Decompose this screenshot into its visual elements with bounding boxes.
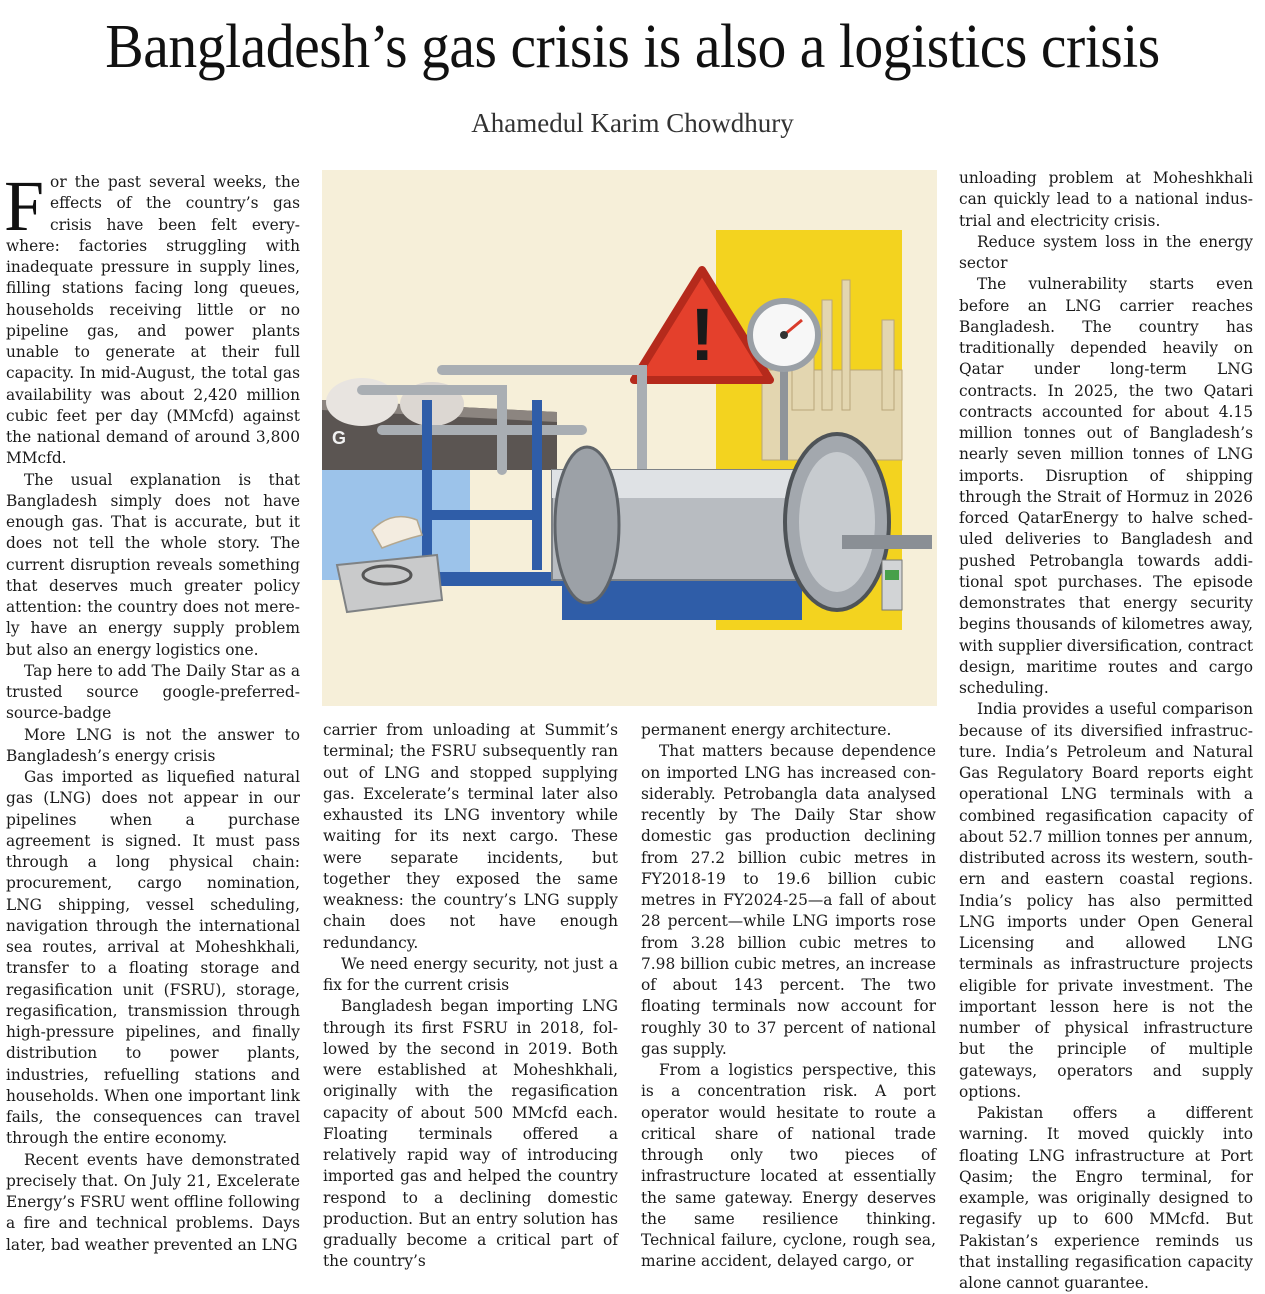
lng-infrastructure-illustration bbox=[322, 170, 937, 706]
article-column-2 bbox=[323, 720, 618, 1273]
related-link[interactable]: We need energy security, not just a fix for the current crisis bbox=[323, 954, 618, 994]
related-link[interactable]: More LNG is not the answer to Bangladesh’s energy crisis bbox=[6, 725, 300, 765]
related-link[interactable]: Reduce system loss in the energy sector bbox=[959, 232, 1253, 272]
source-badge-link[interactable]: Tap here to add The Daily Star as a trusted source google-preferred-source-badge bbox=[6, 661, 300, 723]
paragraph: India provides a useful comparison because of its diversified infrastructure. India’s Petroleum and Natural Gas Regulatory Board reports eight operational LNG terminals with a combined regasification capacity of about 52.7 million tonnes per annum, distributed across its western, southern and eastern coastal regions. India’s policy has also permitted LNG imports under Open General Licensing and allowed LNG terminals as infrastructure projects eligible for private investment. The important lesson here is not the number of physical infrastructure but the principle of multiple gateways, operators and supply options. bbox=[959, 700, 1253, 1101]
paragraph: unloading problem at Moheshkhali can quickly lead to a national industrial and electricity crisis. bbox=[959, 169, 1253, 230]
article-column-3 bbox=[641, 720, 936, 1273]
byline: Ahamedul Karim Chowdhury bbox=[471, 108, 794, 138]
paragraph: That matters because dependence on imported LNG has increased considerably. Petrobangla data analysed recently by The Daily Star show domestic gas production declining from 27.2 billion cubic metres in FY2018-19 to 19.6 billion cubic metres in FY2024-25—a fall of about 28 percent—while LNG imports rose from 3.28 billion cubic metres to 7.98 billion cubic metres, an increase of about 143 percent. The two floating terminals now account for roughly 30 to 37 percent of national gas supply. bbox=[641, 742, 936, 1058]
paragraph: carrier from unloading at Summit’s terminal; the FSRU subsequently ran out of LNG and stopped supplying gas. Excelerate’s terminal later also exhausted its LNG inventory while waiting for its next cargo. These were separate incidents, but together they exposed the same weakness: the country’s LNG supply chain does not have enough redundancy. bbox=[323, 721, 618, 952]
paragraph: The vulnerability starts even before an LNG carrier reaches Bangladesh. The country has traditionally depended heavily on Qatar under long-term LNG contracts. In 2025, the two Qatari contracts accounted for about 4.15 million tonnes out of Bangladesh’s nearly seven million tonnes of LNG imports. Disruption of shipping through the Strait of Hormuz in 2026 forced QatarEnergy to halve scheduled deliveries to Bangladesh and pushed Petrobangla towards additional spot purchases. The episode demonstrates that energy security begins thousands of kilometres away, with supplier diversification, contract design, maritime routes and cargo scheduling. bbox=[959, 275, 1254, 697]
paragraph: Pakistan offers a different warning. It moved quickly into floating LNG infrastructure at Port Qasim; the Engro terminal, for example, was originally designed to regasify up to 600 MMcfd. But Pakistan’s experience reminds us that installing regasification capacity alone cannot guarantee. bbox=[959, 1104, 1253, 1292]
lead-paragraph bbox=[4, 166, 300, 470]
paragraph: Gas imported as liquefied natural gas (LNG) does not appear in our pipelines when a purchase agreement is signed. It must pass through a long physical chain: procurement, cargo nomination, LNG shipping, vessel scheduling, navigation through the international sea routes, arrival at Moheshkhali, transfer to a floating storage and regasification unit (FSRU), storage, regasification, transmission through high-pressure pipelines, and finally distribution to power plants, industries, refuelling stations and households. When one important link fails, the consequences can travel through the entire economy. bbox=[6, 768, 300, 1148]
paragraph: permanent energy architecture. bbox=[641, 721, 892, 739]
article-column-4 bbox=[959, 168, 1253, 1294]
illustration bbox=[322, 170, 937, 706]
lead-text: or the past several weeks, the effects of the country’s gas crisis have been felt everywhere: factories struggling with inadequate pressure in supply lines, filling stations facing long queues, households receiving little or no pipeline gas, and power plants unable to generate at their full capacity. In mid-August, the total gas availability was about 2,420 million cubic feet per day (MMcfd) against the national demand of around 3,800 MMcfd. bbox=[6, 173, 300, 468]
paragraph: From a logistics perspective, this is a concentration risk. A port operator would hesitate to route a critical share of national trade through only two pieces of infrastructure located at essentially the same gateway. Energy deserves the same resilience thinking. Technical failure, cyclone, rough sea, marine accident, delayed cargo, or bbox=[641, 1061, 936, 1271]
drop-cap: F bbox=[4, 166, 45, 246]
ship-lettering: G bbox=[332, 428, 347, 448]
paragraph: The usual explanation is that Bangladesh simply does not have enough gas. That is accurate, but it does not tell the whole story. The current disruption reveals something that deserves much greater policy attention: the country does not merely have an energy supply problem but also an energy logistics one. bbox=[6, 470, 300, 659]
headline: Bangladesh’s gas crisis is also a logistics crisis bbox=[105, 13, 1160, 81]
article-column-1 bbox=[4, 166, 300, 1256]
warning-exclamation-icon: ! bbox=[690, 293, 715, 376]
paragraph: Bangladesh began importing LNG through its first FSRU in 2018, followed by the second in 2019. Both were established at Moheshkhali, originally with the regasification capacity of about 500 MMcfd each. Floating terminals offered a relatively rapid way of introducing imported gas and helped the country respond to a declining domestic production. But an entry solution has gradually become a critical part of the country’s bbox=[323, 997, 618, 1271]
paragraph: Recent events have demonstrated precisely that. On July 21, Excelerate Energy’s FSRU went offline following a fire and technical problems. Days later, bad weather prevented an LNG bbox=[6, 1150, 300, 1254]
